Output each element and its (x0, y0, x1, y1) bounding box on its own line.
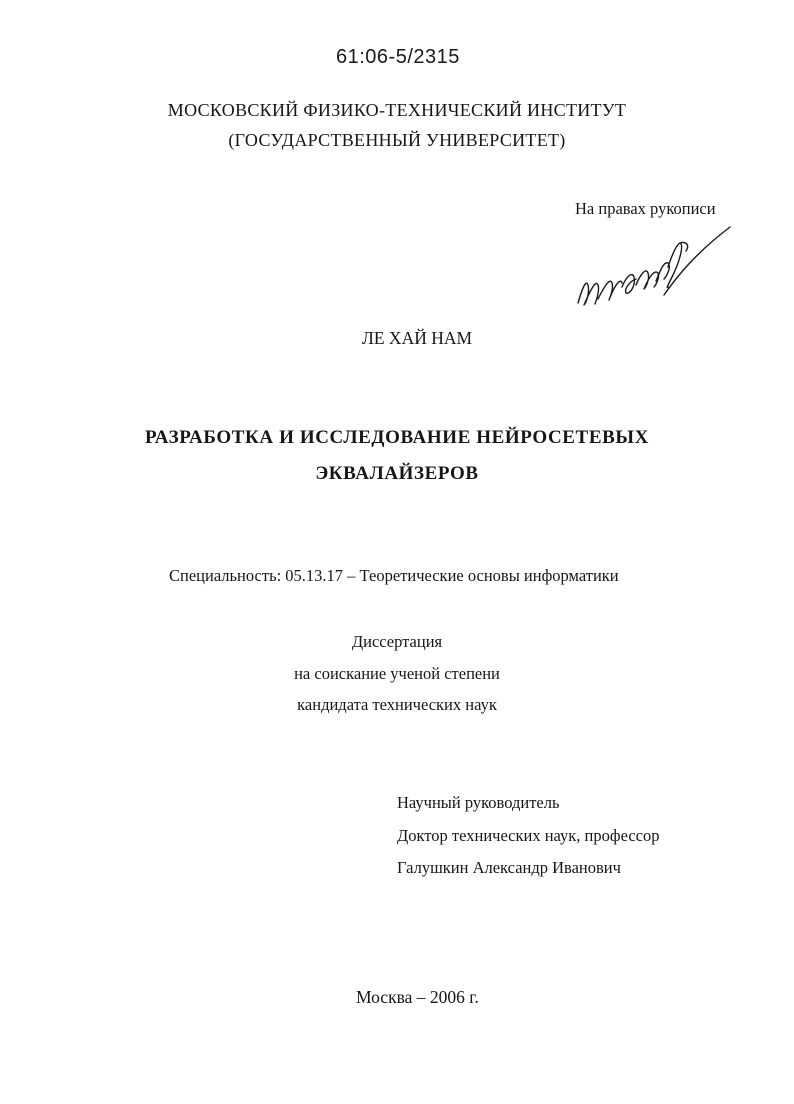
advisor-degree: Доктор технических наук, профессор (397, 826, 660, 845)
dissertation-title-continued: ЭКВАЛАЙЗЕРОВ (315, 463, 479, 484)
specialty: Специальность: 05.13.17 – Теоретические основы информатики (169, 566, 619, 585)
document-type: Диссертация (351, 632, 443, 651)
degree-purpose: на соискание ученой степени (294, 664, 500, 683)
advisor-name: Галушкин Александр Иванович (397, 858, 621, 877)
rights-note: На правах рукописи (575, 199, 716, 218)
signature-icon (568, 215, 738, 320)
dissertation-title: РАЗРАБОТКА И ИССЛЕДОВАНИЕ НЕЙРОСЕТЕВЫХ (145, 427, 649, 448)
institute-status: (ГОСУДАРСТВЕННЫЙ УНИВЕРСИТЕТ) (228, 130, 566, 150)
archive-code: 61:06-5/2315 (336, 46, 460, 68)
institute-name: МОСКОВСКИЙ ФИЗИКО-ТЕХНИЧЕСКИЙ ИНСТИТУТ (167, 100, 627, 120)
city-year: Москва – 2006 г. (356, 987, 479, 1007)
author-name: ЛЕ ХАЙ НАМ (362, 328, 473, 348)
advisor-role: Научный руководитель (397, 793, 560, 812)
degree-name: кандидата технических наук (297, 695, 497, 714)
